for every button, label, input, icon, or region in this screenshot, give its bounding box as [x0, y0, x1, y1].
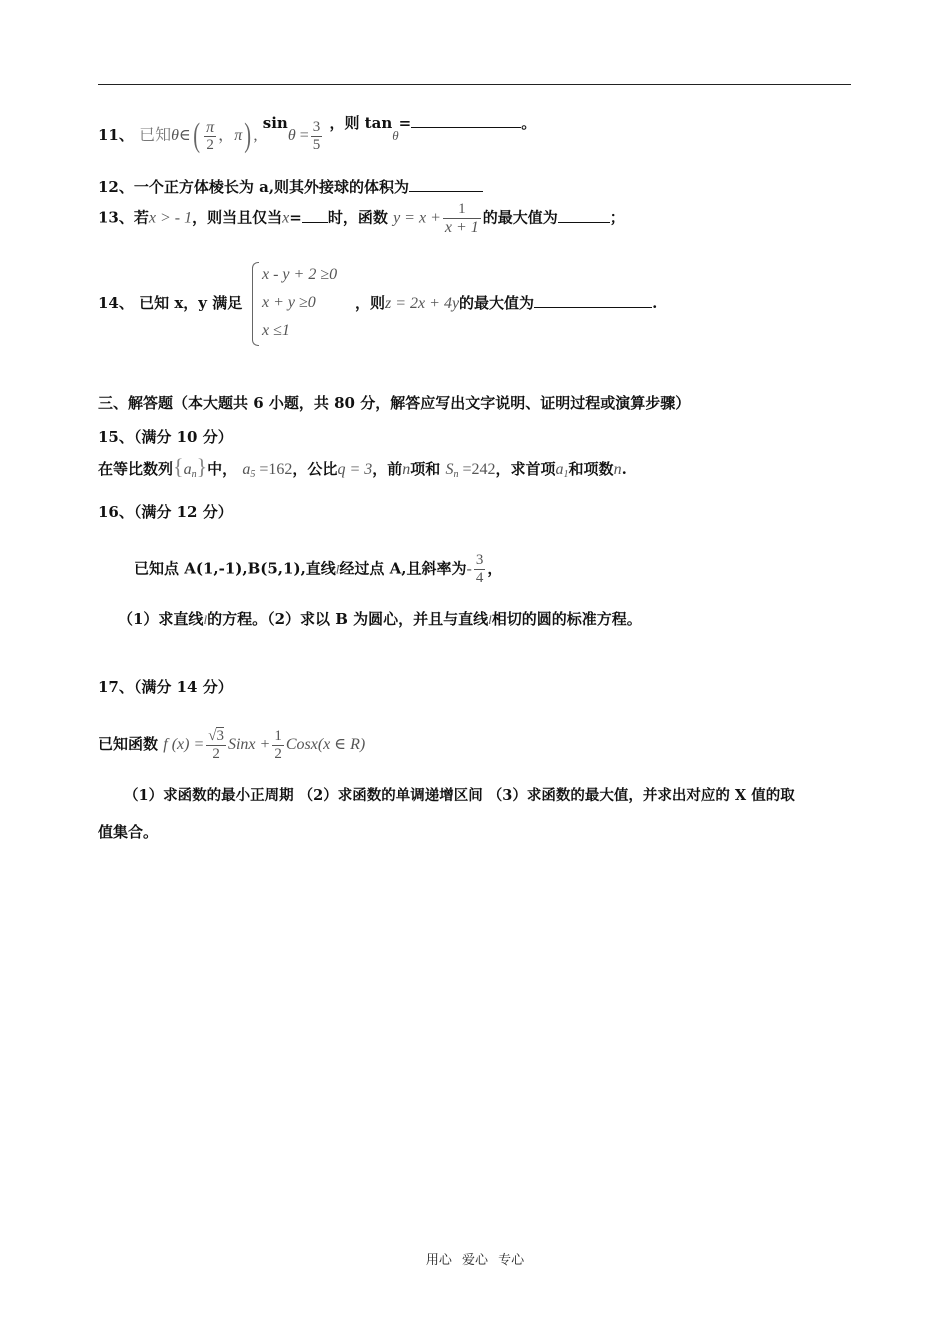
question-14-tail: ，则z = 2x + 4y的最大值为 .: [355, 294, 658, 312]
q11-pi-over-2: $\frac{\pi}{2}$: [206, 118, 215, 153]
question-12: 12、一个正方体棱长为 a,则其外接球的体积为: [98, 176, 483, 197]
q11-answer-blank[interactable]: [411, 113, 521, 128]
q12-answer-blank[interactable]: [409, 177, 483, 192]
question-15-body: 在等比数列$\{a_n\}$中， $a_5 =162$，公比q = 3，前n项和 $S_n =242$，求首项$a_1$和项数n.: [98, 454, 627, 480]
q16-slope-frac: $\frac{3}{4}$: [475, 552, 484, 586]
q14-brace: [252, 262, 259, 346]
question-17-line2: （1）求函数的最小正周期 （2）求函数的单调递增区间 （3）求函数的最大值，并求出对应的 X 值的取: [124, 787, 795, 804]
q11-given: 已知: [139, 127, 172, 144]
header-rule: [98, 84, 851, 85]
page-footer: 用心 爱心 专心: [425, 1253, 525, 1268]
question-17-line3: 值集合。: [98, 823, 159, 841]
question-16-line2: （1）求直线l的方程。（2）求以 B 为圆心，并且与直线l相切的圆的标准方程。: [118, 610, 642, 628]
q17-half: $\frac{1}{2}$: [274, 727, 282, 762]
question-14-label: 14、 已知 x，y 满足: [98, 294, 243, 312]
section-3-title: 三、解答题（本大题共 6 小题，共 80 分，解答应写出文字说明、证明过程或演算步骤）: [98, 394, 691, 412]
question-13: 13、若x > - 1，则当且仅当x= 时，函数 y = x + $\frac{1}{x + 1}$ 的最大值为 ；: [98, 201, 625, 236]
q13-x-blank[interactable]: [302, 208, 328, 223]
question-15-head: 15、（满分 10 分）: [98, 428, 233, 446]
q13-max-blank[interactable]: [558, 208, 610, 223]
question-16-line1: 已知点 A(1,-1),B(5,1),直线l经过点 A,且斜率为- $\frac{3}{4}$ ，: [134, 552, 503, 586]
question-11: 11、 已知θ∈( $\frac{\pi}{2}$ ，π) , sinθ = $\frac{3}{5}$ ，则 tanθ= 。: [98, 114, 537, 154]
question-17-func: 已知函数 f (x) = $\frac{√3}{2}$ Sinx + $\frac{1}{2}$ Cosx(x ∈ R): [98, 727, 366, 762]
q14-constraint-system: x - y + 2 ≥0 x + y ≥0 x ≤1: [252, 262, 364, 348]
q13-frac: $\frac{1}{x + 1}$: [444, 201, 479, 236]
q14-answer-blank[interactable]: [534, 293, 652, 308]
question-17-head: 17、（满分 14 分）: [98, 678, 233, 696]
question-16-head: 16、（满分 12 分）: [98, 503, 233, 521]
q11-frac-3-5: $\frac{3}{5}$: [312, 118, 321, 153]
q17-sqrt3-over-2: $\frac{√3}{2}$: [208, 728, 224, 762]
